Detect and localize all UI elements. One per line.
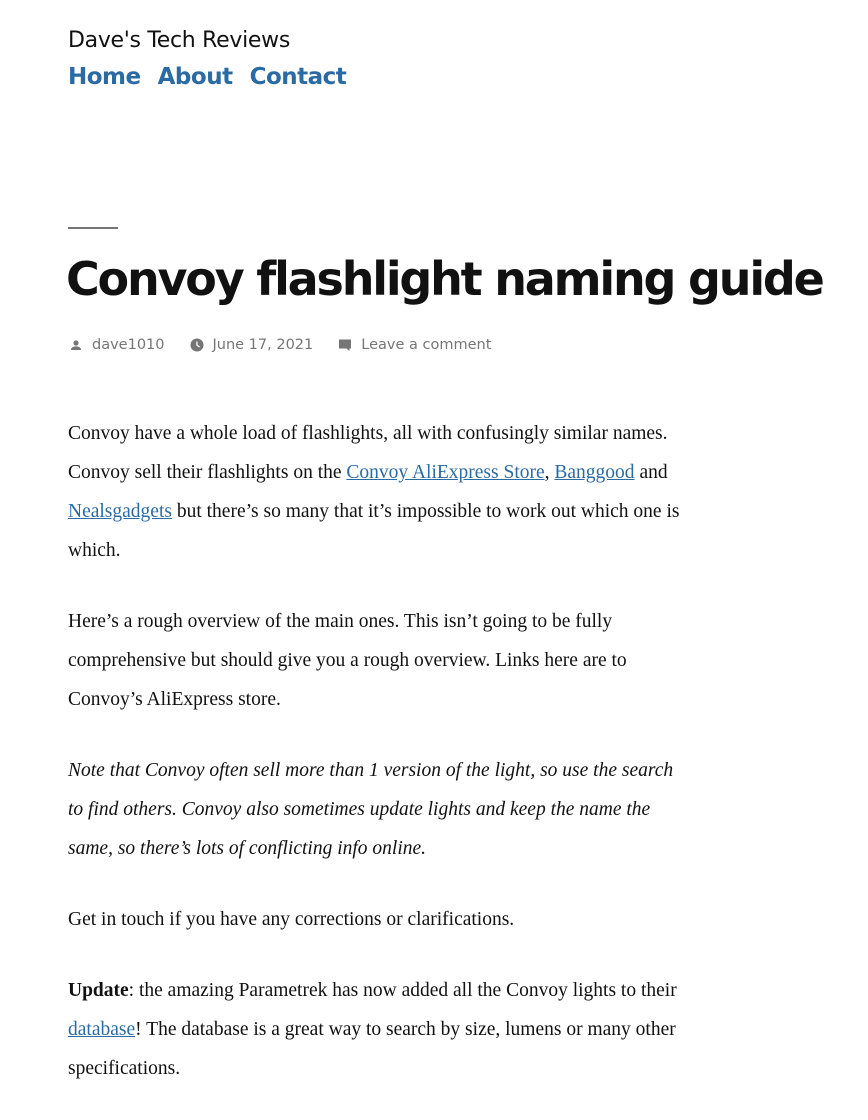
- aliexpress-store-link[interactable]: Convoy AliExpress Store: [346, 462, 545, 483]
- text: Convoy have a whole load of flashlights, all with confusingly similar names. Convoy sell their flashlights on the: [68, 423, 668, 483]
- date-meta: [189, 337, 314, 353]
- comment-icon: [337, 337, 353, 353]
- main-nav: [68, 64, 346, 90]
- person-icon: [68, 337, 84, 353]
- banggood-link[interactable]: Banggood: [554, 462, 635, 483]
- nav-home[interactable]: Home: [68, 64, 141, 90]
- text: : the amazing Parametrek has now added all the Convoy lights to their: [128, 980, 677, 1001]
- title-divider: [68, 227, 118, 229]
- clock-icon: [189, 337, 205, 353]
- paragraph-note: [68, 751, 688, 868]
- update-label: Update: [68, 980, 129, 1001]
- nealsgadgets-link[interactable]: Nealsgadgets: [68, 501, 172, 522]
- comments-meta: [337, 337, 491, 353]
- post-meta: [68, 337, 515, 353]
- leave-comment-link[interactable]: Leave a comment: [361, 337, 492, 353]
- paragraph-overview: Here’s a rough overview of the main ones. This isn’t going to be fully comprehensive but should give you a rough overview. Links here are to Convoy’s AliExpress store.: [68, 611, 627, 710]
- post-content: [68, 414, 688, 1120]
- text: ! The database is a great way to search by size, lumens or many other specifications.: [68, 1019, 676, 1079]
- paragraph-update: [68, 971, 688, 1088]
- date-link[interactable]: June 17, 2021: [212, 337, 314, 353]
- note-text: Note that Convoy often sell more than 1 version of the light, so use the search to find others. Convoy also sometimes update lights and keep the name the same, so there’s lots of conflicting info online.: [68, 760, 674, 859]
- text: but there’s so many that it’s impossible to work out which one is which.: [68, 501, 680, 561]
- nav-contact[interactable]: Contact: [249, 64, 347, 90]
- database-link[interactable]: database: [68, 1019, 136, 1040]
- paragraph-contact: Get in touch if you have any corrections or clarifications.: [68, 909, 515, 930]
- text: and: [634, 462, 668, 483]
- site-title[interactable]: Dave's Tech Reviews: [68, 28, 291, 53]
- page-title: Convoy flashlight naming guide: [66, 252, 823, 306]
- paragraph-intro: [68, 414, 688, 570]
- author-meta: [68, 337, 165, 353]
- author-link[interactable]: dave1010: [92, 337, 165, 353]
- text: ,: [544, 462, 555, 483]
- nav-about[interactable]: About: [157, 64, 233, 90]
